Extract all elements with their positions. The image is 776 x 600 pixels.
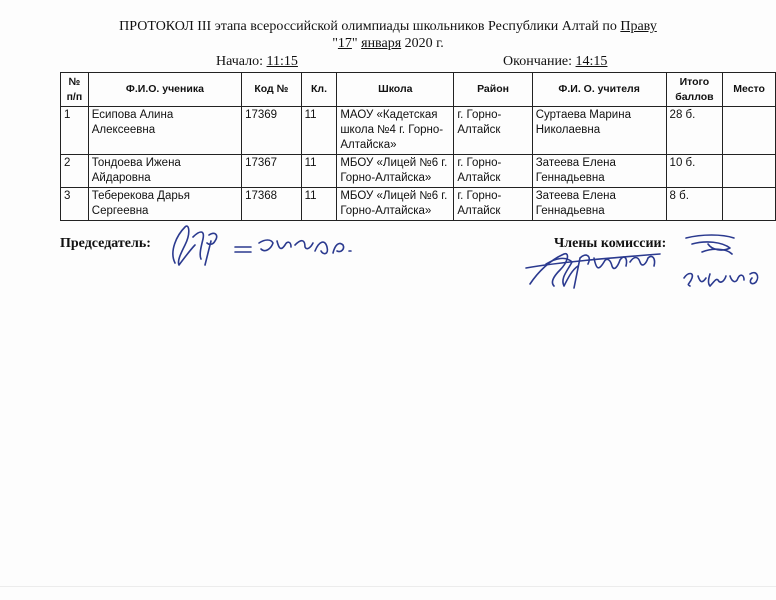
col-header-school: Школа	[337, 73, 454, 107]
cell-name: Теберекова Дарья Сергеевна	[88, 188, 241, 221]
start-time-block	[216, 54, 298, 70]
col-header-teacher: Ф.И. О. учителя	[532, 73, 666, 107]
quote-open: "	[332, 36, 338, 51]
table-row	[61, 107, 776, 155]
cell-grade: 11	[301, 188, 337, 221]
member-signature-2	[672, 230, 772, 295]
date-month: января	[361, 36, 402, 51]
member-signature-1	[520, 228, 670, 298]
table-header-row	[61, 73, 776, 107]
cell-name: Есипова Алина Алексеевна	[88, 107, 241, 155]
end-label: Окончание:	[503, 54, 573, 69]
cell-number: 2	[61, 155, 89, 188]
cell-score: 10 б.	[666, 155, 723, 188]
cell-district: г. Горно-Алтайск	[454, 155, 532, 188]
cell-district: г. Горно-Алтайск	[454, 107, 532, 155]
cell-teacher: Затеева Елена Геннадьевна	[532, 155, 666, 188]
col-header-name: Ф.И.О. ученика	[88, 73, 241, 107]
scan-edge	[0, 586, 776, 587]
cell-grade: 11	[301, 155, 337, 188]
cell-number: 3	[61, 188, 89, 221]
members-label: Члены комиссии:	[554, 236, 667, 251]
date-line	[0, 35, 776, 52]
cell-grade: 11	[301, 107, 337, 155]
cell-teacher: Затеева Елена Геннадьевна	[532, 188, 666, 221]
col-header-code: Код №	[242, 73, 302, 107]
col-header-district: Район	[454, 73, 532, 107]
cell-district: г. Горно-Алтайск	[454, 188, 532, 221]
end-time-block	[503, 54, 607, 70]
col-header-score: Итого баллов	[666, 73, 723, 107]
cell-code: 17369	[242, 107, 302, 155]
cell-school: МБОУ «Лицей №6 г. Горно-Алтайска»	[337, 155, 454, 188]
cell-place	[723, 107, 776, 155]
cell-place	[723, 155, 776, 188]
cell-place	[723, 188, 776, 221]
cell-number: 1	[61, 107, 89, 155]
cell-name: Тондоева Ижена Айдаровна	[88, 155, 241, 188]
title-prefix: ПРОТОКОЛ III этапа всероссийской олимпиады школьников Республики Алтай по	[119, 19, 617, 34]
cell-teacher: Суртаева Марина Николаевна	[532, 107, 666, 155]
cell-code: 17367	[242, 155, 302, 188]
chair-label: Председатель:	[60, 236, 151, 251]
start-label: Начало:	[216, 54, 264, 69]
start-time: 11:15	[266, 54, 298, 69]
cell-score: 8 б.	[666, 188, 723, 221]
date-year: 2020 г.	[404, 36, 444, 51]
col-header-number: № п/п	[61, 73, 89, 107]
results-table	[60, 72, 776, 221]
table-row	[61, 155, 776, 188]
cell-school: МБОУ «Лицей №6 г. Горно-Алтайска»	[337, 188, 454, 221]
chair-signature	[155, 215, 365, 275]
subject: Праву	[620, 19, 657, 34]
cell-school: МАОУ «Кадетская школа №4 г. Горно-Алтайска»	[337, 107, 454, 155]
end-time: 14:15	[575, 54, 608, 69]
col-header-grade: Кл.	[301, 73, 337, 107]
cell-code: 17368	[242, 188, 302, 221]
document-title	[0, 18, 776, 52]
cell-score: 28 б.	[666, 107, 723, 155]
date-day: 17	[337, 36, 352, 51]
quote-close: "	[351, 36, 358, 51]
col-header-place: Место	[723, 73, 776, 107]
